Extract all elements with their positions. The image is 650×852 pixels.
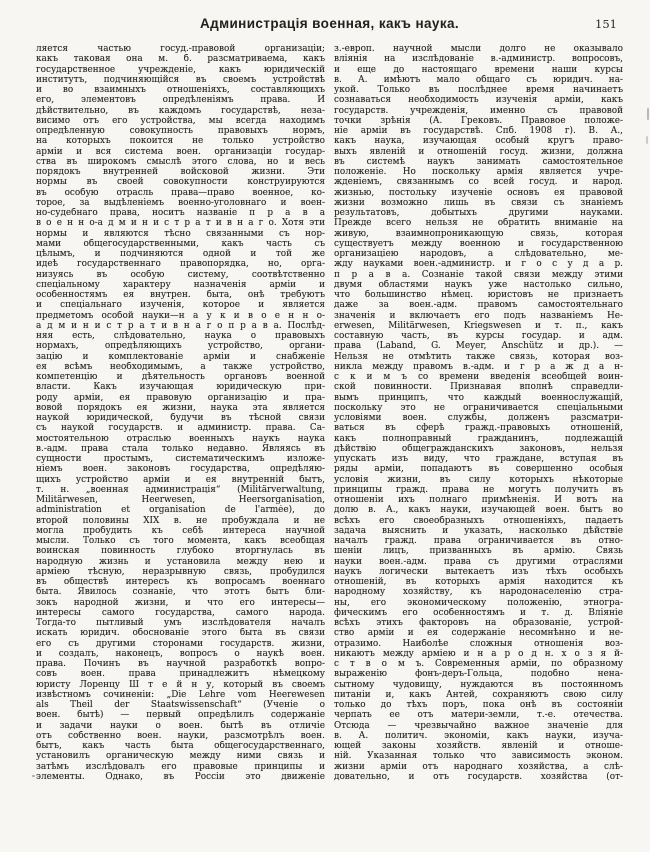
- text-line: затѣмъ изслѣдовалъ его правовые принципы и: [36, 761, 325, 772]
- text-line: упускать изъ виду, что граждане, вступая въ: [334, 454, 623, 464]
- text-line: началъ гражд. права ограничивается въ отно-: [334, 536, 623, 546]
- text-line: науки воен.-адм. права съ другими отраслями: [334, 556, 623, 567]
- text-line: ны, его экономическому положенію, этногра-: [334, 597, 623, 608]
- text-line: задача выяснить и указать, насколько дѣйствіе: [334, 525, 623, 536]
- text-line: нормахъ, опредѣляющихъ устройство, органи-: [36, 341, 325, 352]
- text-line: отразимо. Наиболѣе сложныя отношенія воз-: [334, 638, 623, 649]
- text-line: идеѣ государственнаго правопорядка, но, орга-: [36, 259, 325, 270]
- text-line: отъ собственно воен. науки, разсмотрѣлъ воен.: [36, 730, 325, 741]
- text-line: ній. Указанная только что зависимость эконом.: [334, 751, 623, 762]
- text-line: п р а в а. Сознаніе такой связи между этими: [334, 269, 623, 280]
- text-line: мами общегосударственными, какъ часть съ: [36, 238, 325, 249]
- text-line: воинская повинность глубоко вторгнулась въ: [36, 546, 325, 557]
- text-line: въ системѣ наукъ занимать самостоятельное: [334, 156, 623, 167]
- text-line: в. А. имѣютъ мало общаго съ юридич. на-: [334, 74, 623, 85]
- text-line: и задачи науки о воен. бытѣ въ отличіе: [36, 720, 325, 731]
- text-line: низуясь въ особую систему, соотвѣтственно: [36, 269, 325, 280]
- text-line: жду науками воен.-администр. и г о с у д а р.: [334, 259, 623, 270]
- text-line: народному хозяйству, къ народонаселенію стра-: [334, 587, 623, 598]
- text-line: ющей законы хозяйств. явленій и отноше-: [334, 741, 623, 751]
- text-line: с к и м ъ со времени введенія всеобщей воин-: [334, 372, 623, 382]
- text-line: всѣхъ этихъ факторовъ на образованіе, устрой-: [334, 618, 623, 628]
- text-line: и во взаимныхъ отношеніяхъ, составляющихъ: [36, 85, 325, 95]
- text-line: точки зрѣнія (А. Грековъ. Правовое положе-: [334, 115, 623, 126]
- text-line: вліянія на изслѣдованіе в.-администр. вопросовъ,: [334, 54, 623, 65]
- text-line: государственное учрежденіе, какъ юридическій: [36, 64, 325, 75]
- text-line: отношеній, въ которыхъ армія находится къ: [334, 577, 623, 587]
- text-line: его, элементовъ опредѣленіямъ права. И: [36, 95, 325, 106]
- text-line: порядокъ внутренней войсковой жизни. Эти: [36, 167, 325, 177]
- text-line: вымъ принципъ, что каждый военнослужащій,: [334, 392, 623, 403]
- text-line: живую, взаимнопроникающую связь, которая: [334, 228, 623, 239]
- text-line: з.-европ. научной мысли долго не оказывало: [334, 44, 623, 54]
- text-line: сытному чудовищу, нуждаются въ постоянномъ: [334, 679, 623, 690]
- text-line: юристу Лоренцу Ш т е й н у, который въ своемъ: [36, 679, 325, 690]
- text-line: в о е н н о-а д м и н и с т р а т и в н а г о. Хотя эти: [36, 218, 325, 229]
- text-line: т. н. „военная администрація“ (Militärverwaltung,: [36, 484, 325, 495]
- text-line: питаніи и, какъ Антей, сохраняютъ свою силу: [334, 689, 623, 700]
- text-line: Прежде всего нельзя не обратить вниманіе на: [334, 218, 623, 229]
- text-line: его съ другими сторонами государств. жизни,: [36, 638, 325, 649]
- text-line: ряды арміи, попадаютъ въ совершенно особыя: [334, 464, 623, 475]
- text-line: ской повинности. Признавая вполнѣ справедли-: [334, 382, 623, 393]
- text-line: зокъ народной жизни, и что его интересы—: [36, 597, 325, 608]
- text-line: быта. Явилось сознаніе, что этотъ бытъ бли-: [36, 587, 325, 598]
- text-line: Отсюда — чрезвычайно важное значеніе для: [334, 720, 623, 731]
- text-line: какъ полноправный гражданинъ, подлежащій: [334, 433, 623, 444]
- scan-speck: [646, 136, 648, 144]
- text-line: только до тѣхъ поръ, пока онѣ въ состояніи: [334, 700, 623, 710]
- text-line: выраженію фонъ-деръ-Гольца, подобно нена-: [334, 669, 623, 680]
- text-line: съ наукой государств. и администр. права. Са-: [36, 423, 325, 434]
- text-line: интересы самого государства, самого народа.: [36, 607, 325, 618]
- text-line: всѣхъ его своеобразныхъ отношеніяхъ, падаетъ: [334, 515, 623, 526]
- text-line: права (Laband, G. Meyer, Anschütz и др.). —: [334, 341, 623, 352]
- text-line: ства въ широкомъ смыслѣ этого слова, но и весь: [36, 156, 325, 167]
- text-line: компетенцію и дѣятельность органовъ военной: [36, 372, 325, 382]
- text-line: ство арміи и ея содержаніе несомнѣнно и не-: [334, 628, 623, 639]
- text-line: опредѣленную совокупность правовыхъ нормъ,: [36, 126, 325, 136]
- text-line: с т в о м ъ. Современныя арміи, по образному: [334, 659, 623, 669]
- text-line: власти. Какъ изучающая юридическую при-: [36, 382, 325, 393]
- text-line: спеціальному характеру назначенія арміи и: [36, 279, 325, 290]
- text-line: Нельзя не отмѣтить также связь, которая воз-: [334, 351, 623, 362]
- text-line: отношеніи ихъ полнаго примѣненія. И вотъ на: [334, 495, 623, 505]
- text-line: ніе арміи въ государствѣ. Спб. 1908 г). В. А.,: [334, 126, 623, 136]
- text-line: извѣстномъ сочиненіи: „Die Lehre vom Heerewesen: [36, 689, 325, 700]
- column-left: [36, 44, 325, 782]
- text-line: administration et organisation de l'armée), до: [36, 505, 325, 516]
- text-line: но-судебнаго права, носитъ названіе п р а в а: [36, 208, 325, 218]
- text-line: принципы гражд. права не могутъ получить въ: [334, 484, 623, 495]
- text-line: совъ воен. права принадлежитъ нѣмецкому: [36, 669, 325, 680]
- text-line: als Theil der Staatswissenschaft“ (Ученіе о: [36, 700, 325, 710]
- text-line: жизнью, постольку изученіе основъ ея правовой: [334, 187, 623, 198]
- text-line: щихъ устройство арміи и ея внутренній бытъ,: [36, 474, 325, 485]
- text-line: какъ таковая она м. б. разсматриваема, какъ: [36, 54, 325, 65]
- text-line: а д м и н и с т р а т и в н а г о п р а в а. Послѣд-: [36, 320, 325, 331]
- text-line: сознаваться необходимость изученія арміи, какъ: [334, 95, 623, 106]
- scan-speck: [647, 108, 649, 120]
- column-right: [334, 44, 623, 782]
- text-line: никаютъ между арміею и н а р о д н. х о з я й-: [334, 648, 623, 659]
- text-line: ляется частью госуд.-правовой организаціи;: [36, 44, 325, 54]
- text-line: условія жизни, въ силу которыхъ нѣкоторые: [334, 474, 623, 485]
- text-line: цѣлымъ, и подчиняются одной и той же: [36, 249, 325, 259]
- text-line: воен. бытѣ) — первый опредѣлилъ содержаніе: [36, 710, 325, 721]
- text-columns: [36, 44, 623, 782]
- text-line: составную часть, въ курсы государ. и адм.: [334, 331, 623, 341]
- text-line: erwesen, Militärwesen, Kriegswesen и т. п., какъ: [334, 320, 623, 331]
- running-head-title: Администрація военная, какъ наука.: [199, 16, 460, 31]
- text-line: въ особую отрасль права—право военное, ко-: [36, 187, 325, 198]
- text-line: никла между правомъ в.-адм. и г р а ж д а н-: [334, 361, 623, 372]
- text-line: дѣйствію общегражданскихъ законовъ, нельзя: [334, 443, 623, 454]
- text-line: второй половины XIX в. не пробуждала и не: [36, 515, 325, 526]
- text-line: черпать ее отъ матери-земли, т.-е. отечества.: [334, 710, 623, 721]
- text-line: арміею тѣсную, неразрывную связь, пробудился: [36, 566, 325, 577]
- text-line: и спеціальнаго изученія, которое и является: [36, 300, 325, 311]
- text-line: наукой юридической, будучи въ тѣсной связи: [36, 413, 325, 423]
- text-line: особенностямъ ея внутрен. быта, онѣ требуютъ: [36, 290, 325, 300]
- text-line: въ обществѣ интересъ къ вопросамъ военнаго: [36, 577, 325, 587]
- text-line: элементы. Однако, въ Россіи это движеніе: [36, 771, 325, 782]
- text-line: и создалъ, наконецъ, вопросъ о наукѣ воен.: [36, 648, 325, 659]
- text-line: условіями воен. службы, долженъ разсматри-: [334, 413, 623, 423]
- text-line: результатовъ, добытыхъ другими науками.: [334, 208, 623, 218]
- text-line: фическимъ его особенностямъ и т. д. Вліяніе: [334, 607, 623, 618]
- text-line: организаціею народовъ, а слѣдовательно, ме-: [334, 249, 623, 259]
- text-line: Militärwesen, Heerwesen, Heersorganisation,: [36, 495, 325, 505]
- text-line: нормы и являются тѣсно связанными съ нор-: [36, 228, 325, 239]
- text-line: могла пробудить къ себѣ интереса научной: [36, 525, 325, 536]
- text-line: мысли. Только съ того момента, какъ всеобщая: [36, 536, 325, 546]
- text-line: мостоятельною отраслью военныхъ наукъ наука: [36, 433, 325, 444]
- text-line: Тогда-то пытливый умъ изслѣдователя началъ: [36, 618, 325, 628]
- text-line: значенія и включаетъ его подъ названіемъ He-: [334, 310, 623, 321]
- text-line: государств. учрежденія, именно съ правовой: [334, 105, 623, 116]
- text-line: и еще до настоящаго времени наши курсы: [334, 64, 623, 75]
- text-line: шеніи лицъ, призванныхъ въ армію. Связь: [334, 546, 623, 557]
- text-line: поскольку это не ограничивается спеціальными: [334, 402, 623, 413]
- running-head: [36, 16, 623, 34]
- text-line: укой. Только въ послѣднее время начинаетъ: [334, 85, 623, 95]
- text-line: в. А. политич. экономіи, какъ науки, изуча-: [334, 730, 623, 741]
- text-line: наукъ логически вытекаетъ изъ тѣхъ особыхъ: [334, 566, 623, 577]
- text-line: жизни арміи отъ народнаго хозяйства, а слѣ-: [334, 761, 623, 772]
- text-line: жденіемъ, связаннымъ со всей госуд. и народ.: [334, 177, 623, 188]
- text-line: роду арміи, ея правовую организацію и пра-: [36, 392, 325, 403]
- text-line: зацію и комплектованіе арміи и снабженіе: [36, 351, 325, 362]
- text-line: права. Починъ въ научной разработкѣ вопро-: [36, 659, 325, 669]
- text-line: в.-адм. права стала только недавно. Являясь въ: [36, 443, 325, 454]
- scan-speck: [32, 775, 35, 777]
- text-line: ніемъ воен. законовъ государства, опредѣляю-: [36, 464, 325, 475]
- text-line: на которыхъ покоится не только устройство: [36, 136, 325, 147]
- text-line: установилъ органическую между ними связь и: [36, 751, 325, 762]
- text-line: довательно, и отъ государств. хозяйства (от-: [334, 771, 623, 782]
- page-number: 151: [595, 17, 617, 31]
- text-line: сущности простымъ, систематическимъ изложе-: [36, 454, 325, 464]
- text-line: народную жизнь и установила между нею и: [36, 556, 325, 567]
- text-line: предметомъ особой науки—н а у к и в о е н н о-: [36, 310, 325, 321]
- text-line: висимо отъ его устройства, мы всегда находимъ: [36, 115, 325, 126]
- text-line: нормы въ своей совокупности конструируются: [36, 177, 325, 188]
- text-line: жизни возможно лишь въ связи съ знаніемъ: [334, 197, 623, 208]
- text-line: бытъ, какъ часть быта общегосударственнаго,: [36, 741, 325, 751]
- text-line: арміи и вся система воен. организаціи государ-: [36, 146, 325, 157]
- text-line: выхъ явленій и отношеній госуд. жизни, должна: [334, 146, 623, 157]
- text-line: няя есть, слѣдовательно, наука о правовыхъ: [36, 331, 325, 341]
- text-line: торое, за выдѣленіемъ военно-уголовнаго и воен-: [36, 197, 325, 208]
- text-line: искать юридич. обоснованіе этого быта въ связи: [36, 628, 325, 639]
- text-line: институтъ, подчиняющійся въ своемъ устройствѣ: [36, 74, 325, 85]
- text-line: дѣйствительно, въ каждомъ государствѣ, неза-: [36, 105, 325, 116]
- text-line: двумя областями наукъ уже настолько сильно,: [334, 279, 623, 290]
- text-line: вовой порядокъ ея жизни, наука эта является: [36, 402, 325, 413]
- text-line: существуетъ между военною и государственною: [334, 238, 623, 249]
- text-line: ея всѣмъ необходимымъ, а также устройство,: [36, 361, 325, 372]
- text-line: какъ наука, изучающая особый кругъ право-: [334, 136, 623, 147]
- text-line: долю в. А., какъ науки, изучающей воен. бытъ во: [334, 505, 623, 516]
- text-line: ваться въ сферѣ гражд.-правовыхъ отношеній,: [334, 423, 623, 434]
- text-line: положеніе. Но поскольку армія является учре-: [334, 167, 623, 177]
- text-line: что большинство нѣмец. юристовъ не признаетъ: [334, 290, 623, 300]
- text-line: даже за воен.-адм. правомъ самостоятельнаго: [334, 300, 623, 311]
